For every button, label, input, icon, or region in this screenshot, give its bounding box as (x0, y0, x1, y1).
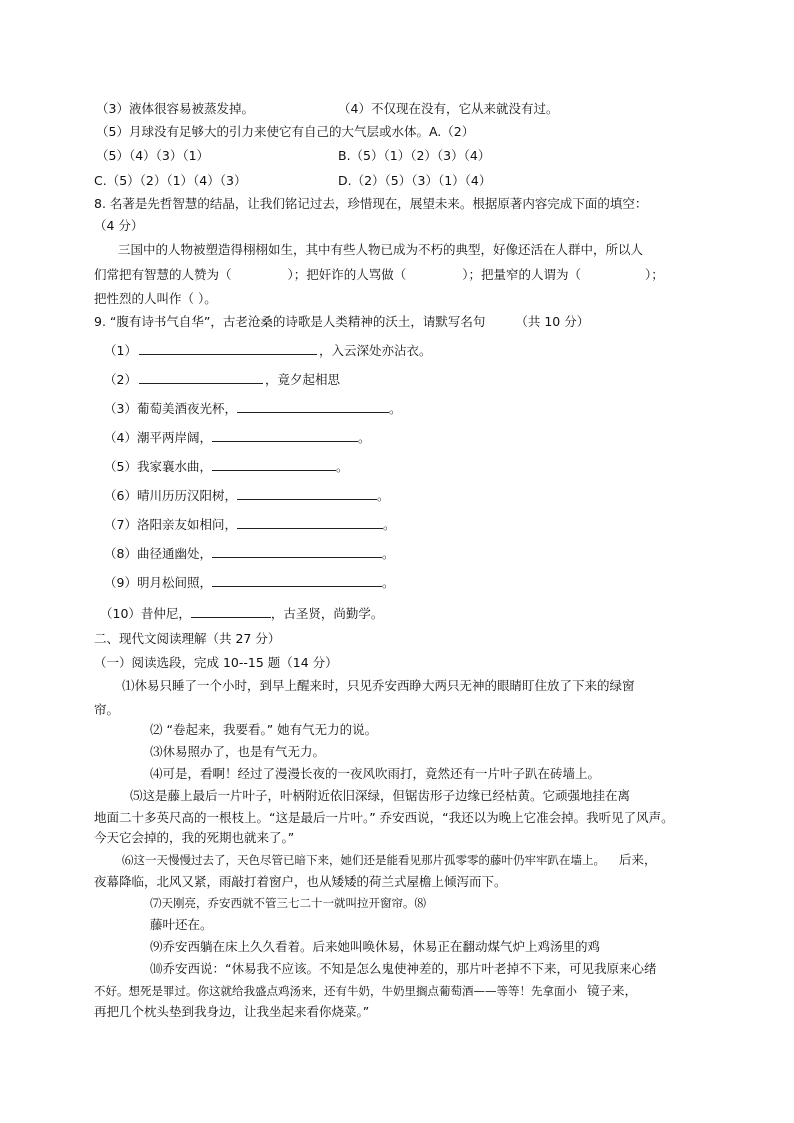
q9-item-8-end: 。 (381, 546, 395, 561)
passage-p10-end: 镜子来， (587, 983, 638, 998)
passage-p3: ⑶休易照办了，也是有气无力。 (150, 744, 326, 759)
passage-p5-line3: 今天它会掉的，我的死期也就来了。” (94, 830, 295, 845)
q8-stem: 8. 名著是先哲智慧的结晶，让我们铭记过去，珍惜现在，展望未来。根据原著内容完成下面的填空： (94, 196, 648, 211)
q7-answer-a-rest: （5）（4）（3）（1） (96, 148, 210, 163)
q9-item-6 (104, 487, 389, 505)
q8-text-c: ）；把量窄的人谓为（ (462, 267, 582, 282)
q9-item-4-text: （4）潮平两岸阔， (104, 430, 212, 445)
passage-p6-text: ⑹这一天慢慢过去了，天色尽管已暗下来，她们还是能看见那片孤零零的藤叶仍牢牢趴在墙上。 (122, 853, 605, 867)
q9-item-8-blank[interactable] (212, 545, 382, 558)
section-2-subtitle: （一）阅读选段，完成 10--15 题（14 分） (94, 655, 338, 670)
q9-item-10 (100, 605, 383, 623)
passage-p1-line2: 帘。 (94, 702, 120, 717)
q9-item-6-blank[interactable] (237, 487, 377, 500)
q9-item-1 (104, 342, 431, 360)
q8-text-a: 们常把有智慧的人赞为（ (94, 267, 232, 282)
q8-text-b: ）；把奸诈的人骂做（ (287, 267, 407, 282)
passage-p10-line2 (94, 982, 637, 1000)
q9-item-5 (104, 458, 348, 476)
q9-item-3-text: （3）葡萄美酒夜光杯， (104, 401, 237, 416)
q9-item-5-end: 。 (335, 459, 349, 474)
q9-item-7-end: 。 (382, 517, 396, 532)
q7-option-5-and-a: （5）月球没有足够大的引力来使它有自己的大气层或水体。A.（2） (96, 124, 475, 139)
passage-p10-line3: 再把几个枕头垫到我身边，让我坐起来看你烧菜。” (94, 1004, 370, 1019)
passage-p9: ⑼乔安西躺在床上久久看着。后来她叫唤休易，休易正在翻动煤气炉上鸡汤里的鸡 (150, 939, 601, 954)
q7-option-4: （4）不仅现在没有，它从来就没有过。 (338, 101, 559, 116)
q9-item-7-text: （7）洛阳亲友如相问， (104, 517, 237, 532)
q9-item-7 (104, 516, 395, 534)
passage-p10-line1: ⑽乔安西说：“休易我不应该。不知是怎么鬼使神差的，那片叶老掉不下来，可见我原来心绪 (150, 961, 657, 976)
q7-answer-d: D.（2）（5）（3）（1）（4） (338, 173, 492, 188)
q9-item-10-text: （10）昔仲尼， (100, 606, 191, 621)
passage-p10-text: 不好。想死是罪过。你这就给我盛点鸡汤来，还有牛奶，牛奶里搁点葡萄酒——等等！先拿面小 (94, 984, 577, 998)
q9-item-4-end: 。 (357, 430, 371, 445)
q9-item-9-end: 。 (381, 575, 395, 590)
q8-text-d: ）； (645, 267, 664, 282)
q9-item-10-blank[interactable] (191, 605, 271, 618)
q9-item-1-blank[interactable] (139, 342, 317, 355)
q9-stem (94, 313, 589, 331)
passage-p5-line2: 地面二十多英尺高的一根枝上。“这是最后一片叶。” 乔安西说，“我还以为晚上它准会掉。我听见了风声。 (94, 810, 674, 825)
section-2-title: 二、现代文阅读理解（共 27 分） (94, 631, 281, 646)
q9-item-10-end: ，古圣贤，尚勤学。 (270, 606, 384, 621)
q8-paragraph-line3: 把性烈的人叫作（ ）。 (94, 291, 217, 306)
q9-item-2 (104, 371, 340, 389)
q9-item-3-end: 。 (388, 401, 402, 416)
q9-item-8 (104, 545, 394, 563)
q9-item-2-number: （2） (104, 372, 137, 387)
q9-item-1-number: （1） (104, 343, 137, 358)
q8-paragraph-line2 (94, 266, 664, 284)
q9-item-9-text: （9）明月松间照， (104, 575, 212, 590)
passage-p7: ⑺天刚亮，乔安西就不管三七二十一就叫拉开窗帘。⑻ (150, 896, 426, 910)
q9-item-4 (104, 429, 370, 447)
q9-item-2-text: ，竟夕起相思 (264, 372, 340, 387)
q8-paragraph-line1: 三国中的人物被塑造得栩栩如生，其中有些人物已成为不朽的典型，好像还活在人群中，所以人 (118, 242, 644, 257)
q9-item-6-end: 。 (376, 488, 390, 503)
q9-item-4-blank[interactable] (212, 429, 358, 442)
passage-p6-end: 后来， (619, 852, 657, 867)
q9-item-7-blank[interactable] (237, 516, 383, 529)
q9-item-2-blank[interactable] (139, 371, 263, 384)
q9-item-5-blank[interactable] (212, 458, 336, 471)
q9-item-9-blank[interactable] (212, 574, 382, 587)
passage-p5-line1: ⑸这是藤上最后一片叶子，叶柄附近依旧深绿，但锯齿形子边缘已经枯黄。它顽强地挂在离 (130, 788, 631, 803)
passage-p6-line1 (122, 851, 657, 869)
q9-item-8-text: （8）曲径通幽处， (104, 546, 212, 561)
passage-p1-line1: ⑴休易只睡了一个小时，到早上醒来时，只见乔安西睁大两只无神的眼睛盯住放了下来的绿窗 (122, 678, 635, 693)
q9-score: （共 10 分） (515, 314, 590, 329)
q9-item-3 (104, 400, 401, 418)
q8-score: （4 分） (94, 218, 144, 233)
passage-p8: 藤叶还在。 (150, 917, 213, 932)
passage-p6-line2: 夜幕降临，北风又紧，雨敲打着窗户，也从矮矮的荷兰式屋檐上倾泻而下。 (94, 874, 507, 889)
q9-stem-text: 9. “腹有诗书气自华”，古老沧桑的诗歌是人类精神的沃土，请默写名句 (94, 314, 486, 329)
q9-item-1-text: ，入云深处亦沾衣。 (318, 343, 432, 358)
q9-item-6-text: （6）晴川历历汉阳树， (104, 488, 237, 503)
q9-item-5-text: （5）我家襄水曲， (104, 459, 212, 474)
q9-item-9 (104, 574, 394, 592)
q7-answer-c: C.（5）（2）（1）（4）（3） (94, 173, 247, 188)
q7-option-3: （3）液体很容易被蒸发掉。 (96, 101, 254, 116)
q7-answer-b: B.（5）（1）（2）（3）（4） (338, 148, 491, 163)
q9-item-3-blank[interactable] (237, 400, 389, 413)
passage-p4: ⑷可是，看啊！经过了漫漫长夜的一夜风吹雨打，竟然还有一片叶子趴在砖墙上。 (150, 766, 601, 781)
passage-p2: ⑵ “卷起来，我要看。” 她有气无力的说。 (150, 722, 378, 737)
